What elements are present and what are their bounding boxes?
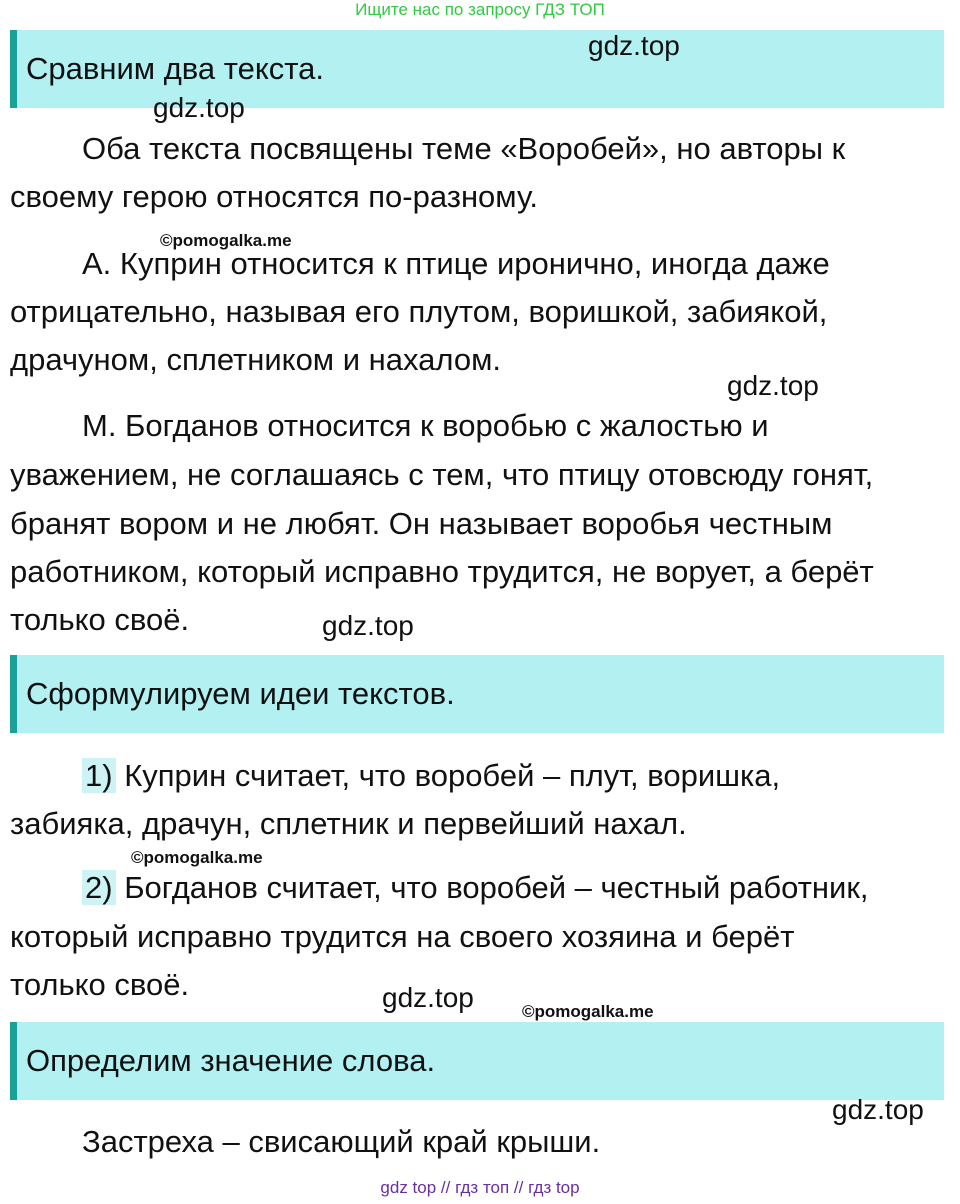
section-title: Определим значение слова.	[26, 1043, 436, 1078]
idea-text: Богданов считает, что воробей – честный работник,	[115, 870, 869, 905]
section-header-ideas	[10, 655, 944, 733]
top-banner[interactable]: Ищите нас по запросу ГДЗ ТОП	[355, 0, 605, 19]
idea-text: Куприн считает, что воробей – плут, воришка,	[115, 758, 781, 793]
footer-links[interactable]: gdz top // гдз топ // гдз top	[380, 1178, 580, 1197]
header-accent	[10, 30, 17, 108]
watermark-gdz: gdz.top	[588, 30, 680, 61]
section-title: Сформулируем идеи текстов.	[26, 676, 455, 711]
watermark-pomogalka: ©pomogalka.me	[522, 1002, 654, 1021]
idea-item-2	[82, 864, 869, 912]
section-title: Сравним два текста.	[26, 51, 324, 86]
header-accent	[10, 1022, 17, 1100]
watermark-pomogalka: ©pomogalka.me	[160, 231, 292, 250]
watermark-gdz: gdz.top	[153, 92, 245, 123]
watermark-gdz: gdz.top	[727, 370, 819, 401]
idea-number: 1)	[82, 758, 116, 793]
section-header-compare	[10, 30, 944, 108]
paragraph-line: который исправно трудится на своего хозяина и берёт	[10, 919, 795, 954]
watermark-pomogalka: ©pomogalka.me	[131, 848, 263, 867]
header-accent	[10, 655, 17, 733]
idea-number: 2)	[82, 870, 116, 905]
definition-text: Застреха – свисающий край крыши.	[82, 1124, 601, 1159]
paragraph-line: только своё.	[10, 967, 190, 1002]
paragraph-line: работником, который исправно трудится, не ворует, а берёт	[10, 554, 874, 589]
paragraph-line: А. Куприн относится к птице иронично, иногда даже	[82, 246, 830, 281]
paragraph-line: драчуном, сплетником и нахалом.	[10, 342, 502, 377]
watermark-gdz: gdz.top	[382, 982, 474, 1013]
paragraph-line: бранят вором и не любят. Он называет воробья честным	[10, 506, 833, 541]
watermark-gdz: gdz.top	[832, 1094, 924, 1125]
watermark-gdz: gdz.top	[322, 610, 414, 641]
paragraph-line: только своё.	[10, 602, 190, 637]
paragraph-line: отрицательно, называя его плутом, воришкой, забиякой,	[10, 294, 828, 329]
paragraph-line: уважением, не соглашаясь с тем, что птицу отовсюду гонят,	[10, 457, 874, 492]
paragraph-line: забияка, драчун, сплетник и первейший нахал.	[10, 806, 687, 841]
section-header-definition	[10, 1022, 944, 1100]
idea-item-1	[82, 752, 780, 800]
paragraph-line: Оба текста посвящены теме «Воробей», но авторы к	[82, 131, 846, 166]
paragraph-line: М. Богданов относится к воробью с жалостью и	[82, 408, 769, 443]
paragraph-line: своему герою относятся по-разному.	[10, 179, 538, 214]
